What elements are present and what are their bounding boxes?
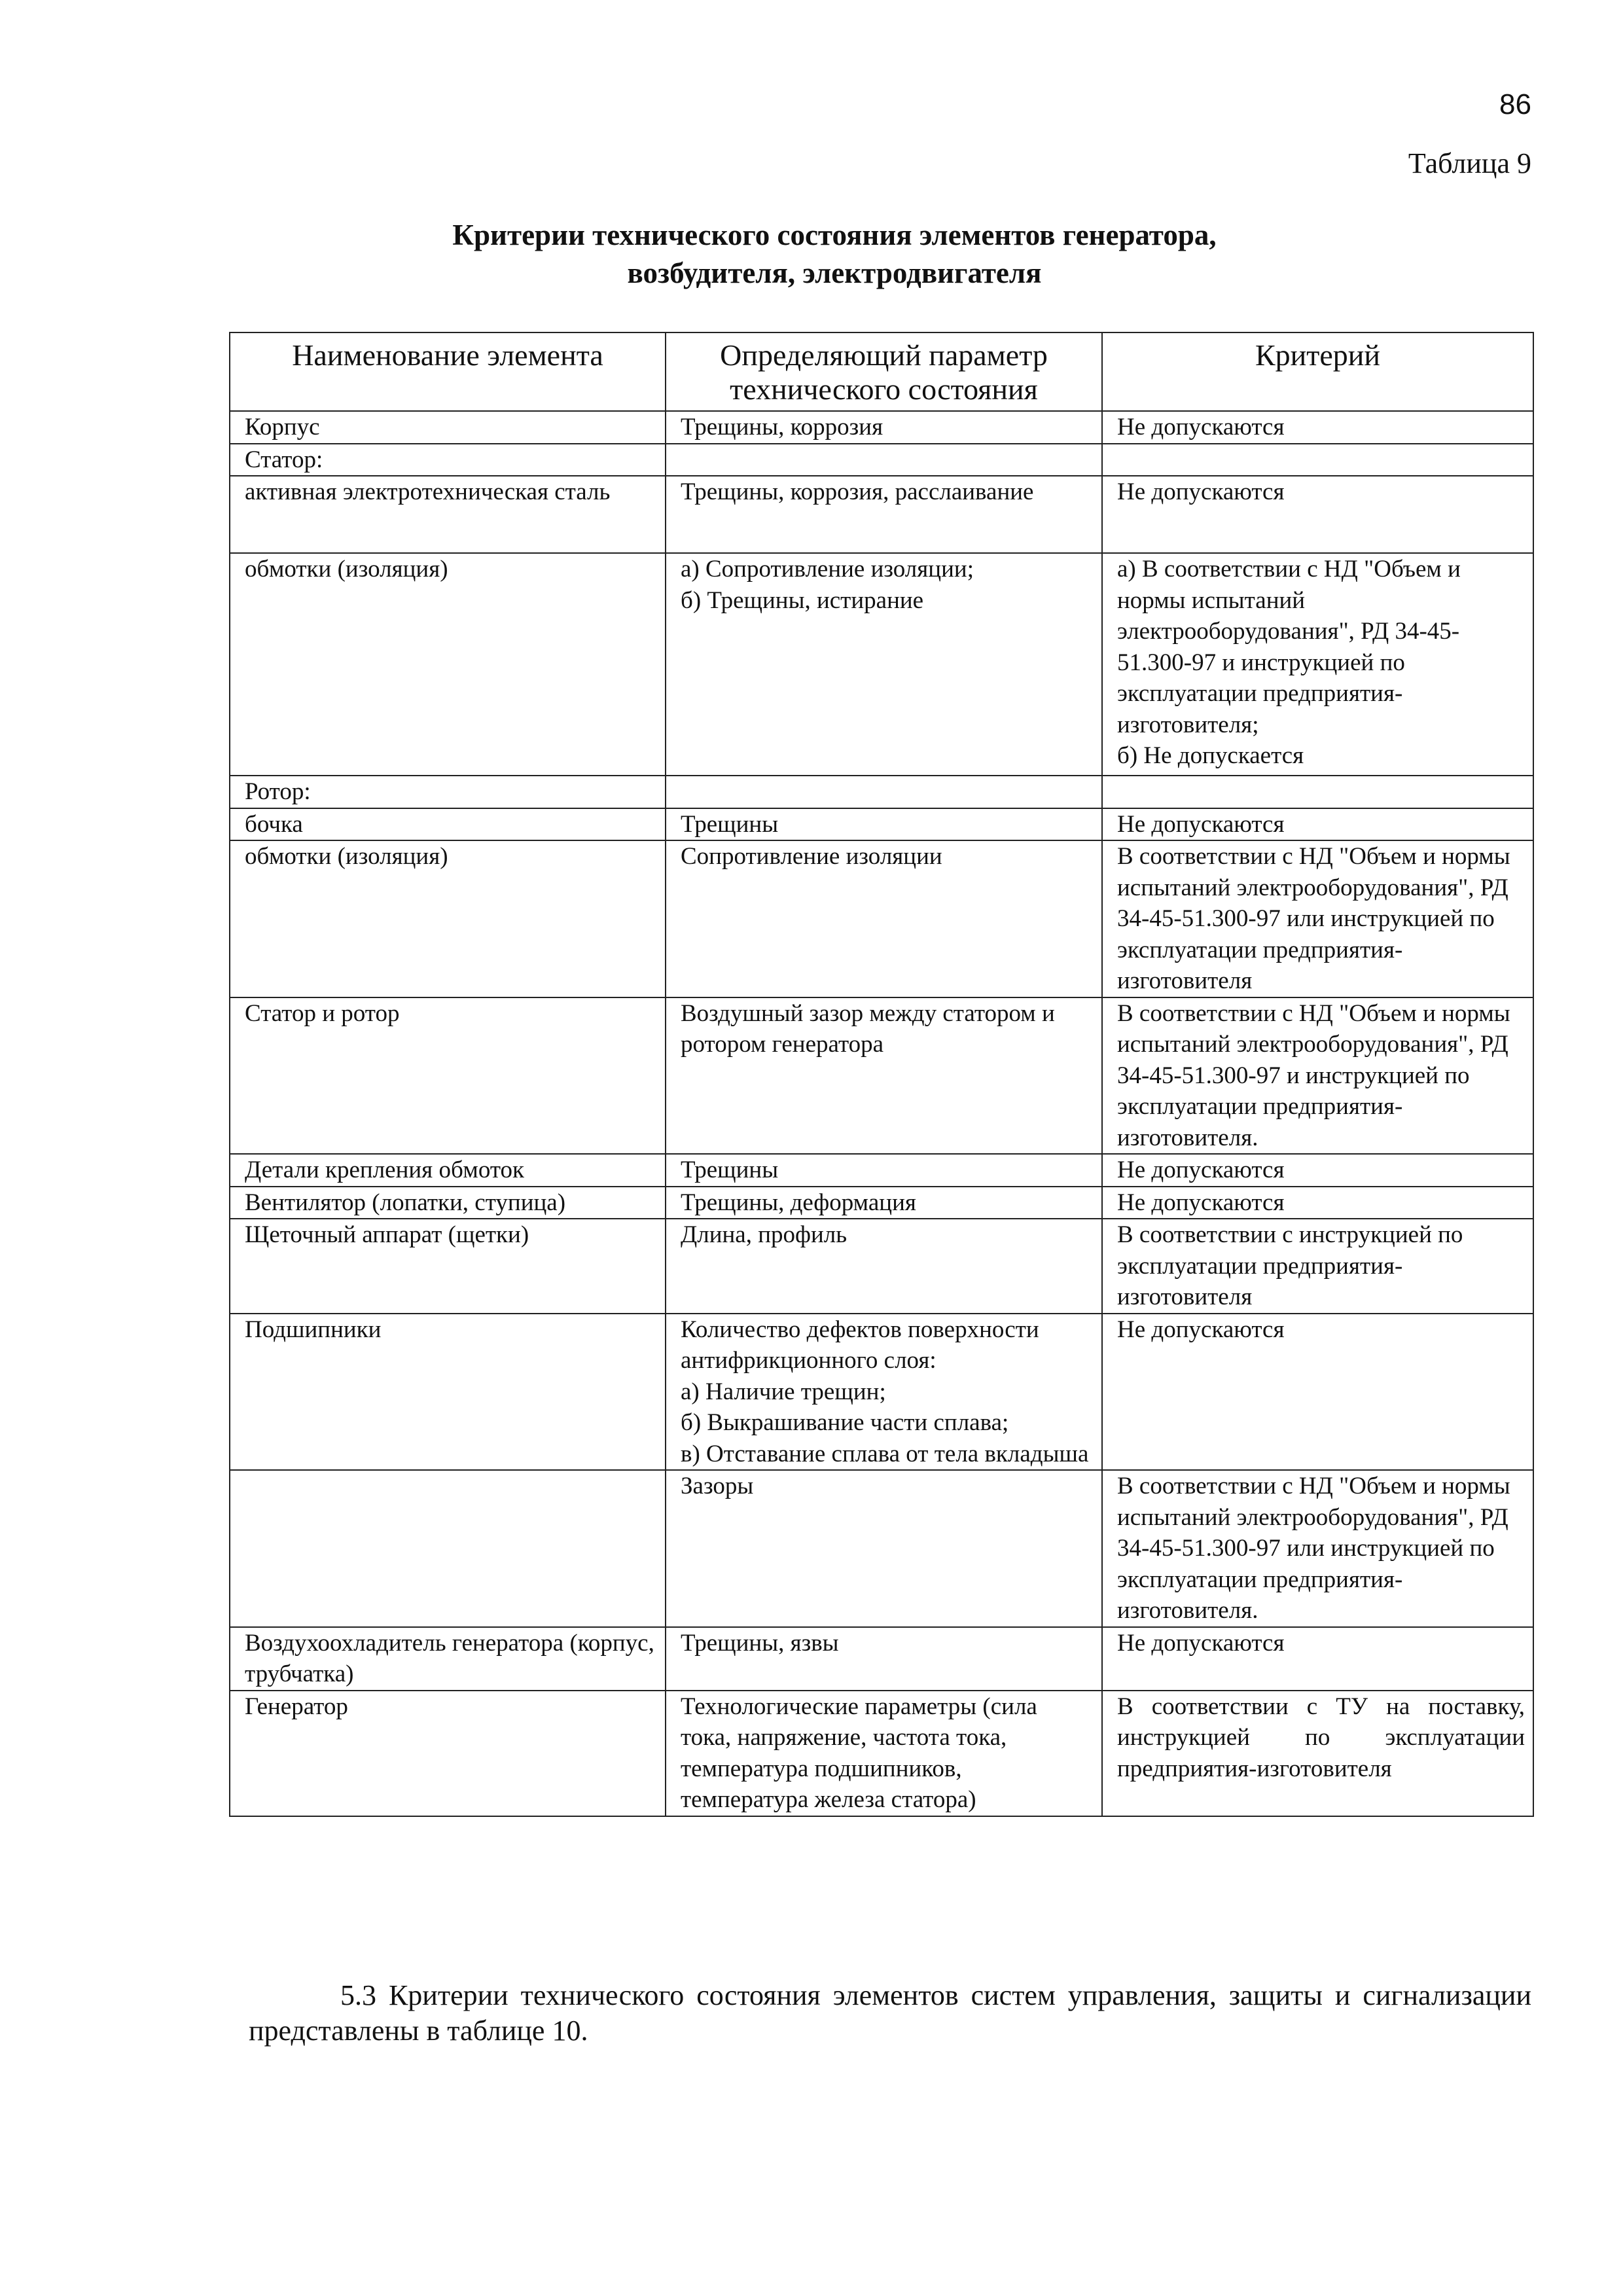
cell-element: Детали крепления обмоток: [230, 1154, 666, 1187]
table-row: [230, 1627, 1533, 1691]
cell-parameter: [666, 776, 1102, 808]
cell-parameter: Трещины: [666, 808, 1102, 841]
table-title: [229, 216, 1440, 292]
cell-criterion: [1102, 444, 1533, 476]
table-row: [230, 1187, 1533, 1219]
table-row: [230, 1314, 1533, 1471]
table-row: [230, 411, 1533, 444]
cell-element: [230, 1470, 666, 1627]
table-row: [230, 1691, 1533, 1816]
cell-parameter: Зазоры: [666, 1470, 1102, 1627]
cell-parameter: Сопротивление изоляции: [666, 840, 1102, 997]
cell-parameter: Технологические параметры (сила тока, напряжение, частота тока, температура подшипников, температура железа статора): [666, 1691, 1102, 1816]
cell-element: Корпус: [230, 411, 666, 444]
cell-element: Вентилятор (лопатки, ступица): [230, 1187, 666, 1219]
cell-parameter: Трещины, деформация: [666, 1187, 1102, 1219]
cell-criterion: В соответствии с НД "Объем и нормы испытаний электрооборудования", РД 34-45-51.300-97 или инструкцией по эксплуатации предприятия-изготовителя.: [1102, 1470, 1533, 1627]
page-number: 86: [1499, 88, 1531, 120]
table-row: [230, 776, 1533, 808]
table-caption: Таблица 9: [1408, 147, 1531, 179]
cell-criterion: Не допускаются: [1102, 1154, 1533, 1187]
body-paragraph: 5.3 Критерии технического состояния элементов систем управления, защиты и сигнализации представлены в таблице 10.: [249, 1979, 1531, 2047]
cell-criterion: В соответствии с ТУ на поставку, инструкцией по эксплуатации предприятия-изготовителя: [1102, 1691, 1533, 1816]
cell-parameter: Трещины, язвы: [666, 1627, 1102, 1691]
cell-parameter: Длина, профиль: [666, 1219, 1102, 1314]
cell-element: Ротор:: [230, 776, 666, 808]
table-row: [230, 1470, 1533, 1627]
cell-criterion: Не допускаются: [1102, 1314, 1533, 1471]
cell-parameter: Количество дефектов поверхности антифрикционного слоя: а) Наличие трещин; б) Выкрашивание части сплава; в) Отставание сплава от тела вкладыша: [666, 1314, 1102, 1471]
cell-criterion: Не допускаются: [1102, 1187, 1533, 1219]
cell-element: Воздухоохладитель генератора (корпус, трубчатка): [230, 1627, 666, 1691]
cell-criterion: а) В соответствии с НД "Объем и нормы испытаний электрооборудования", РД 34-45-51.300-97 и инструкцией по эксплуатации предприятия-изготовителя; б) Не допускается: [1102, 553, 1533, 776]
cell-criterion: [1102, 776, 1533, 808]
table-row: [230, 840, 1533, 997]
table-row: [230, 1154, 1533, 1187]
header-criterion: Критерий: [1102, 332, 1533, 411]
cell-parameter: Трещины: [666, 1154, 1102, 1187]
cell-element: Подшипники: [230, 1314, 666, 1471]
cell-element: активная электротехническая сталь: [230, 476, 666, 553]
cell-element: Генератор: [230, 1691, 666, 1816]
cell-criterion: В соответствии с инструкцией по эксплуатации предприятия-изготовителя: [1102, 1219, 1533, 1314]
cell-criterion: В соответствии с НД "Объем и нормы испытаний электрооборудования", РД 34-45-51.300-97 или инструкцией по эксплуатации предприятия-изготовителя: [1102, 840, 1533, 997]
cell-criterion: Не допускаются: [1102, 411, 1533, 444]
cell-element: обмотки (изоляция): [230, 553, 666, 776]
table-row: [230, 1219, 1533, 1314]
cell-criterion: Не допускаются: [1102, 476, 1533, 553]
cell-parameter: Воздушный зазор между статором и ротором генератора: [666, 997, 1102, 1155]
cell-parameter: Трещины, коррозия: [666, 411, 1102, 444]
header-parameter: Определяющий параметр технического состояния: [666, 332, 1102, 411]
table-row: [230, 553, 1533, 776]
table-row: [230, 476, 1533, 553]
cell-element: обмотки (изоляция): [230, 840, 666, 997]
cell-element: бочка: [230, 808, 666, 841]
table-row: [230, 808, 1533, 841]
cell-parameter: Трещины, коррозия, расслаивание: [666, 476, 1102, 553]
cell-element: Статор и ротор: [230, 997, 666, 1155]
cell-criterion: Не допускаются: [1102, 1627, 1533, 1691]
cell-criterion: В соответствии с НД "Объем и нормы испытаний электрооборудования", РД 34-45-51.300-97 и инструкцией по эксплуатации предприятия-изготовителя.: [1102, 997, 1533, 1155]
criteria-table: [229, 332, 1534, 1817]
table-header-row: [230, 332, 1533, 411]
cell-parameter: [666, 444, 1102, 476]
table-row: [230, 997, 1533, 1155]
table-title-line-1: Критерии технического состояния элементов генератора,: [452, 219, 1217, 251]
header-element-name: Наименование элемента: [230, 332, 666, 411]
cell-element: Щеточный аппарат (щетки): [230, 1219, 666, 1314]
cell-element: Статор:: [230, 444, 666, 476]
table-title-line-2: возбудителя, электродвигателя: [627, 257, 1042, 289]
cell-parameter: а) Сопротивление изоляции; б) Трещины, истирание: [666, 553, 1102, 776]
cell-criterion: Не допускаются: [1102, 808, 1533, 841]
table-row: [230, 444, 1533, 476]
